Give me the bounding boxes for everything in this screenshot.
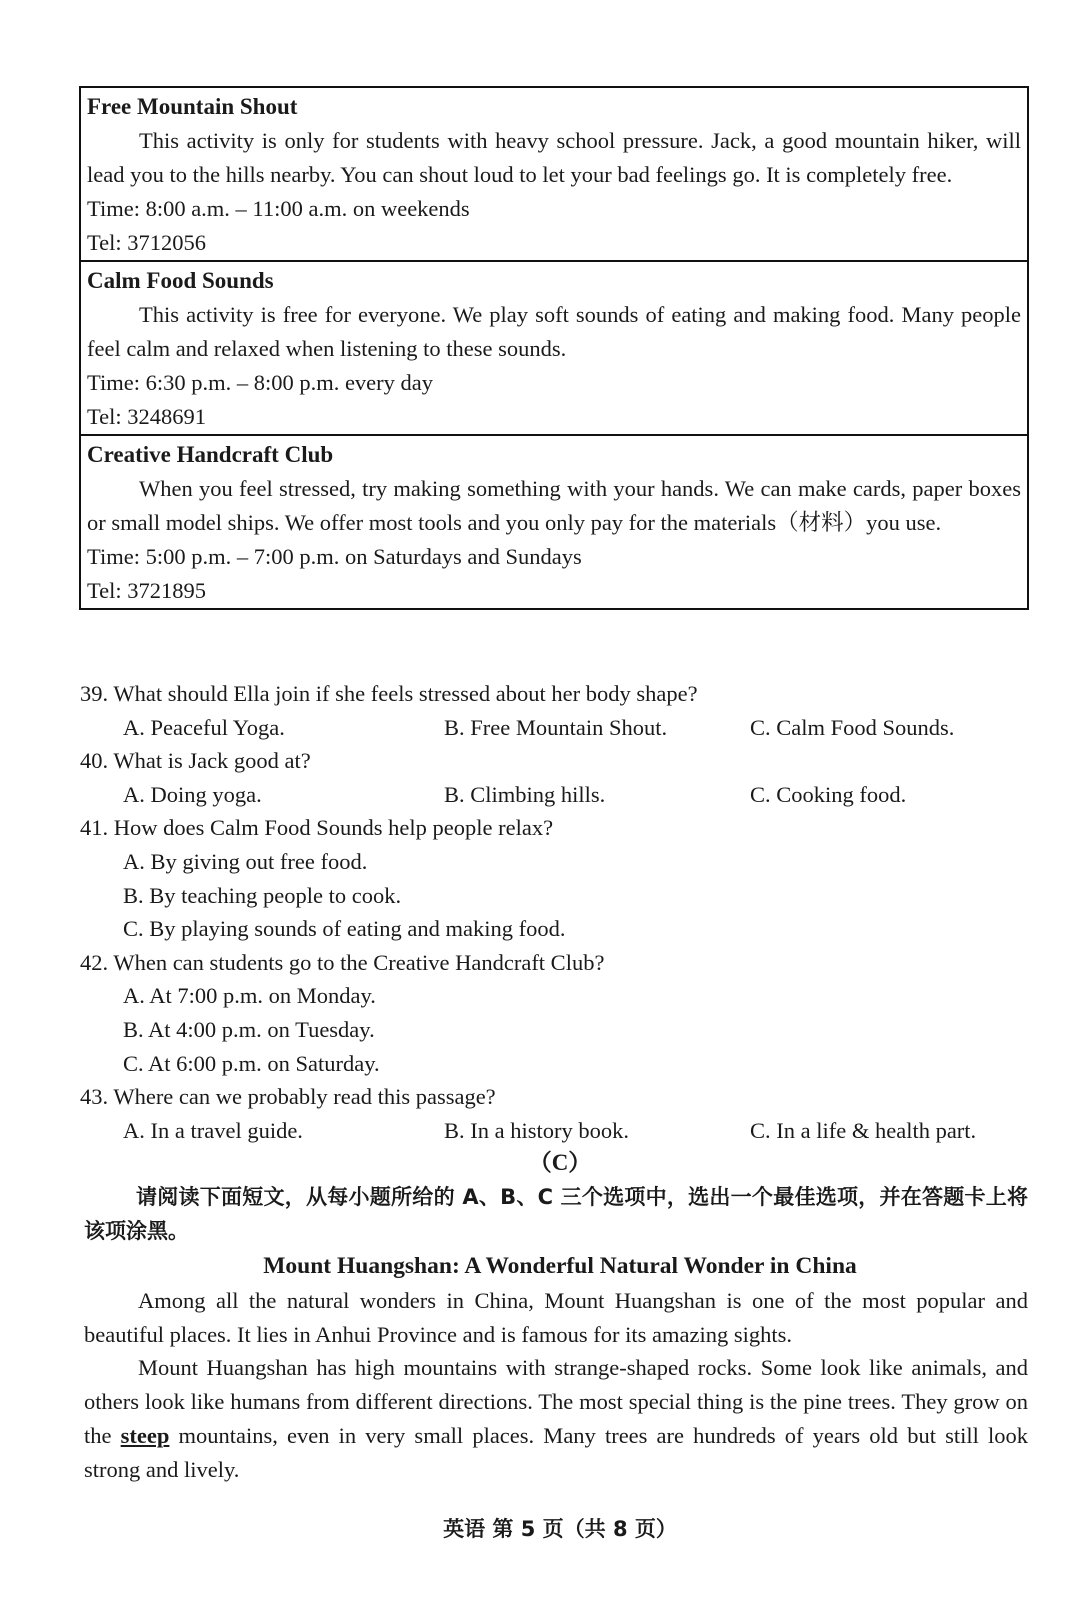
paragraph-text: mountains, even in very small places. Many trees are hundreds of years old but still look strong and lively. [84,1422,1028,1482]
activity-tel: Tel: 3248691 [87,404,207,429]
option-b: B. At 4:00 p.m. on Tuesday. [123,1016,375,1042]
option-c: C. By playing sounds of eating and making food. [123,916,566,942]
question-stem: 41. How does Calm Food Sounds help people relax? [80,815,554,841]
question-43 [80,1080,1030,1147]
activity-title: Creative Handcraft Club [87,442,334,467]
option-row [80,778,1030,812]
option-c: C. At 6:00 p.m. on Saturday. [123,1050,380,1076]
option-c: C. Cooking food. [750,781,907,807]
activity-title: Calm Food Sounds [87,268,274,293]
question-stem: 39. What should Ella join if she feels stressed about her body shape? [80,681,698,706]
option-a: A. Peaceful Yoga. [123,714,285,740]
activity-description: This activity is only for students with heavy school pressure. Jack, a good mountain hiker, will lead you to the hills nearby. You can shout loud to let your bad feelings go. It is completely free. [87,128,1021,187]
question-stem: 42. When can students go to the Creative Handcraft Club? [80,949,605,975]
option-row [80,1114,1030,1148]
option-c: C. In a life & health part. [750,1117,977,1143]
question-stem: 43. Where can we probably read this passage? [80,1084,496,1110]
activity-time: Time: 6:30 p.m. – 8:00 p.m. every day [87,370,434,395]
activity-table [79,86,1029,610]
question-39 [80,677,1030,744]
option-a: A. By giving out free food. [123,848,368,874]
passage-title: Mount Huangshan: A Wonderful Natural Wonder in China [263,1253,857,1279]
activity-creative-handcraft-club [81,434,1027,608]
question-41 [80,811,1030,945]
section-label: （C） [528,1150,592,1175]
option-b: B. Free Mountain Shout. [444,714,668,740]
passage-paragraph-1: Among all the natural wonders in China, Mount Huangshan is one of the most popular and beautiful places. It lies in Anhui Province and is famous for its amazing sights. [84,1288,1028,1347]
option-b: B. By teaching people to cook. [123,882,402,908]
option-b: B. In a history book. [444,1117,629,1143]
page-footer: 英语 第 5 页（共 8 页） [443,1517,677,1541]
activity-title: Free Mountain Shout [87,94,298,119]
activity-tel: Tel: 3721895 [87,578,207,603]
paragraph-text: Mount Huangshan has high mountains with strange-shaped rocks. Some look like animals, and others look like humans from different directions. The most special thing is the pine trees. They grow on the [84,1355,1028,1448]
activity-calm-food-sounds [81,260,1027,434]
passage-paragraph-2 [84,1351,1028,1486]
option-b: B. Climbing hills. [444,781,606,807]
activity-time: Time: 5:00 p.m. – 7:00 p.m. on Saturdays and Sundays [87,544,582,569]
option-row [80,711,1030,745]
activity-description: This activity is free for everyone. We play soft sounds of eating and making food. Many people feel calm and relaxed when listening to these sounds. [87,302,1021,361]
option-a: A. At 7:00 p.m. on Monday. [123,983,376,1009]
activity-tel: Tel: 3712056 [87,230,207,255]
question-40 [80,744,1030,811]
underlined-word: steep [120,1422,170,1448]
question-stem: 40. What is Jack good at? [80,748,311,774]
question-42 [80,946,1030,1080]
option-c: C. Calm Food Sounds. [750,714,955,740]
question-list [80,677,1030,1147]
activity-free-mountain-shout [81,88,1027,260]
option-a: A. Doing yoga. [123,781,262,807]
activity-description: When you feel stressed, try making something with your hands. We can make cards, paper boxes or small model ships. We offer most tools and you only pay for the materials（材料）you use. [87,476,1021,535]
activity-time: Time: 8:00 a.m. – 11:00 a.m. on weekends [87,196,470,221]
section-c [0,1146,1080,1486]
section-instructions: 请阅读下面短文，从每小题所给的 A、B、C 三个选项中，选出一个最佳选项，并在答题卡上将该项涂黑。 [84,1185,1028,1243]
option-a: A. In a travel guide. [123,1117,303,1143]
